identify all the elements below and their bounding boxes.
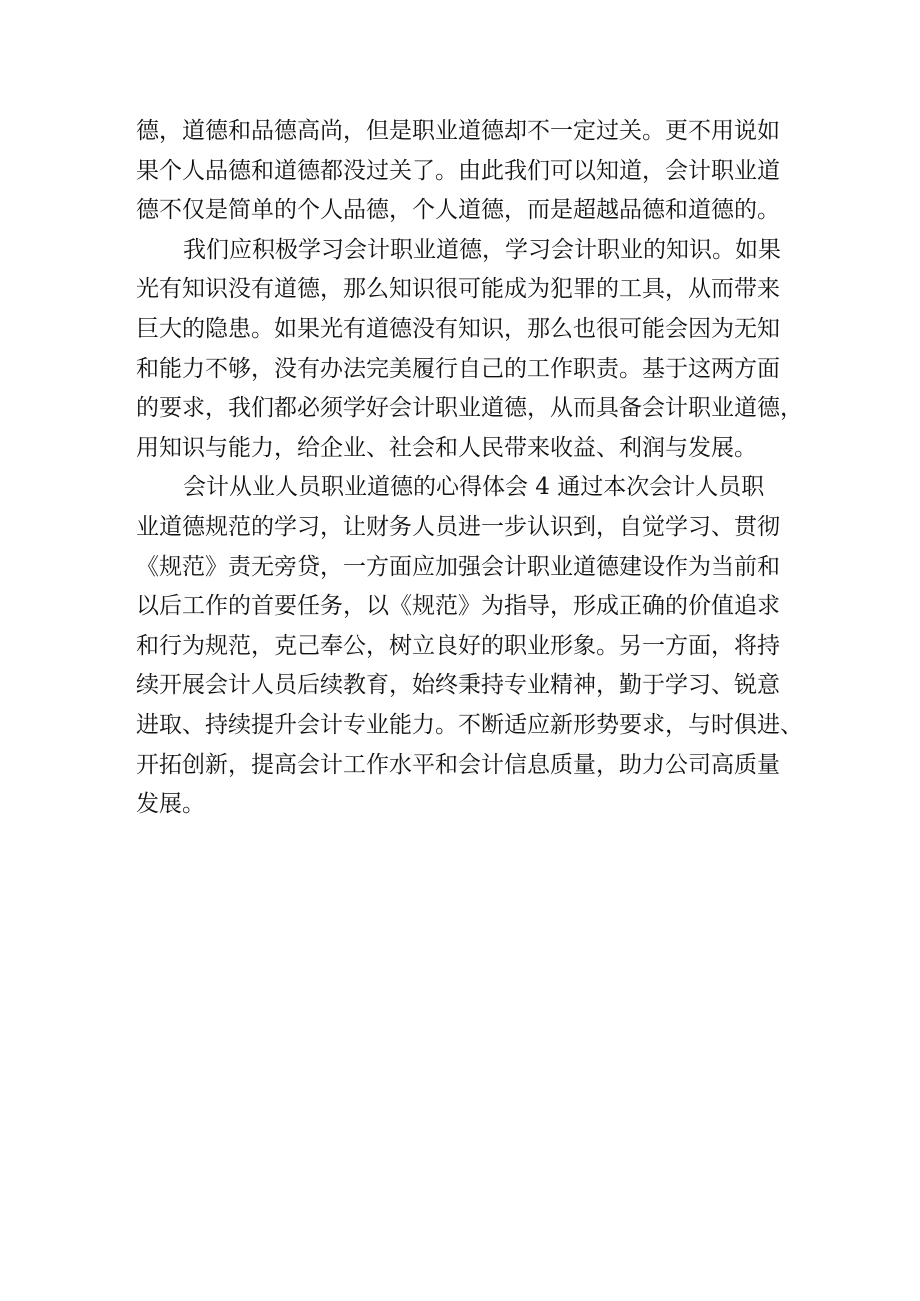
- text-line: 用知识与能力，给企业、社会和人民带来收益、利润与发展。: [136, 434, 757, 461]
- document-body: [136, 112, 803, 825]
- text-line: 的要求，我们都必须学好会计职业道德，从而具备会计职业道德，: [136, 395, 803, 422]
- text-line: 果个人品德和道德都没过关了。由此我们可以知道，会计职业道: [136, 157, 780, 184]
- text-line: 业道德规范的学习，让财务人员进一步认识到，自觉学习、贯彻: [136, 513, 780, 540]
- text-line: 和行为规范，克己奉公，树立良好的职业形象。另一方面，将持: [136, 632, 780, 659]
- text-line: 续开展会计人员后续教育，始终秉持专业精神，勤于学习、锐意: [136, 672, 780, 699]
- text-line: 和能力不够，没有办法完美履行自己的工作职责。基于这两方面: [136, 355, 780, 382]
- paragraph-1: [136, 112, 792, 231]
- text-line: 会计从业人员职业道德的心得体会 4 通过本次会计人员职: [183, 474, 765, 501]
- text-line: 我们应积极学习会计职业道德，学习会计职业的知识。如果: [183, 236, 781, 263]
- text-line: 《规范》责无旁贷，一方面应加强会计职业道德建设作为当前和: [136, 553, 780, 580]
- text-line: 德，道德和品德高尚，但是职业道德却不一定过关。更不用说如: [136, 118, 780, 144]
- text-line: 发展。: [136, 791, 205, 818]
- paragraph-2: [136, 231, 803, 469]
- text-line: 开拓创新，提高会计工作水平和会计信息质量，助力公司高质量: [136, 751, 780, 778]
- text-line: 光有知识没有道德，那么知识很可能成为犯罪的工具，从而带来: [136, 276, 780, 303]
- text-line: 巨大的隐患。如果光有道德没有知识，那么也很可能会因为无知: [136, 315, 780, 342]
- text-line: 以后工作的首要任务，以《规范》为指导，形成正确的价值追求: [136, 593, 780, 620]
- text-line: 进取、持续提升会计专业能力。不断适应新形势要求，与时俱进、: [136, 711, 803, 738]
- paragraph-3: [136, 468, 803, 824]
- text-line: 德不仅是简单的个人品德，个人道德，而是超越品德和道德的。: [136, 197, 780, 224]
